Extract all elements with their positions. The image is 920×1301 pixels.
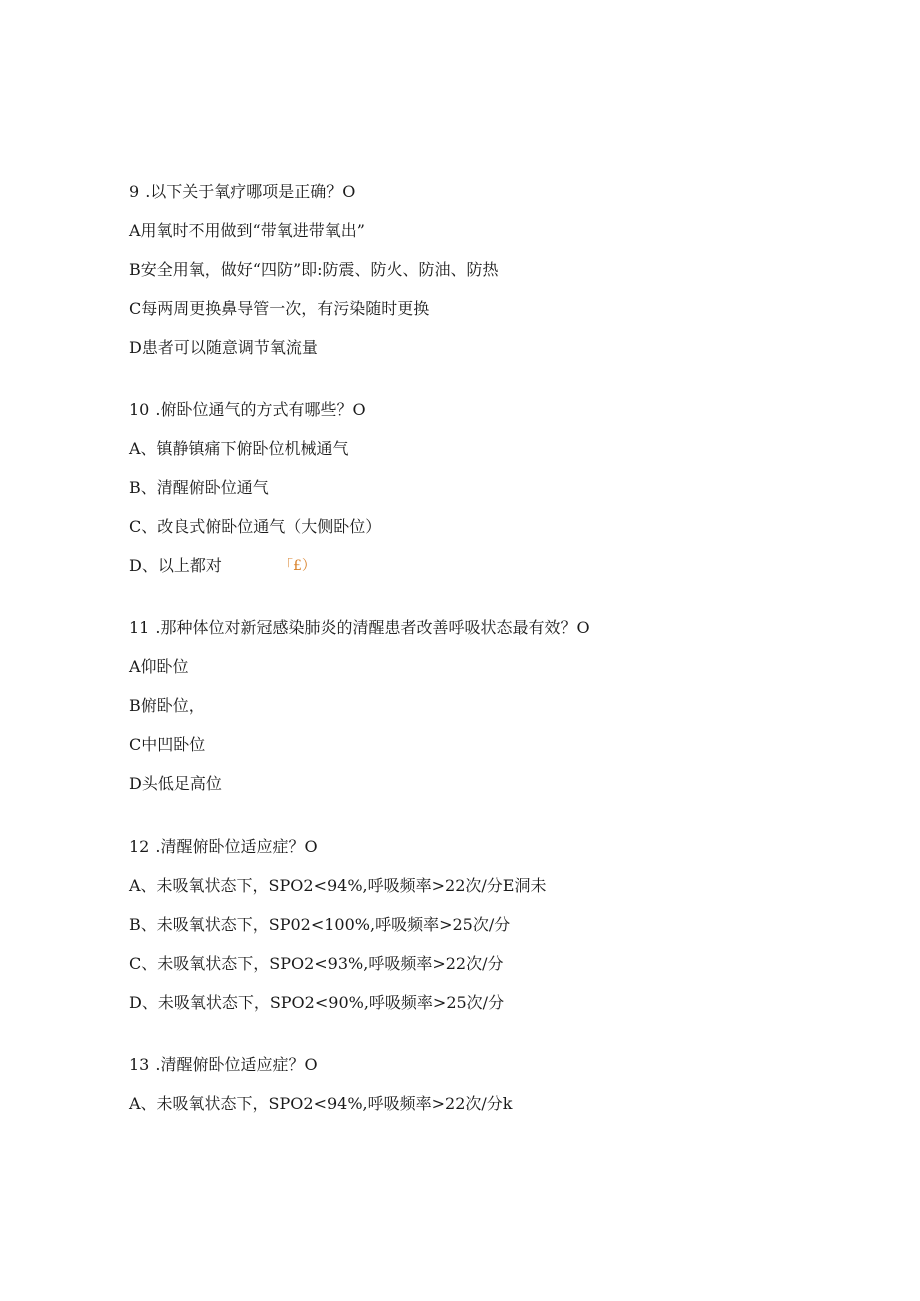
question-13-option-a: A、未吸氧状态下，SPO2<94%,呼吸频率>22次/分k	[129, 1094, 513, 1113]
question-13-stem	[129, 1055, 318, 1075]
question-12-option-a: A、未吸氧状态下，SPO2<94%,呼吸频率>22次/分E洞未	[129, 876, 547, 895]
answer-annotation: 「£）	[279, 558, 316, 574]
question-9-option-a: A用氧时不用做到“带氧进带氧出”	[129, 221, 365, 240]
question-10-option-b: B、清醒俯卧位通气	[129, 478, 269, 497]
question-text: .清醒俯卧位适应症？O	[155, 1055, 318, 1074]
question-text: .清醒俯卧位适应症？O	[155, 837, 318, 856]
question-9-option-b: B安全用氧，做好“四防”即:防震、防火、防油、防热	[129, 260, 499, 279]
question-12-stem	[129, 837, 318, 857]
question-10-option-a: A、镇静镇痛下俯卧位机械通气	[129, 439, 349, 458]
question-text: .那种体位对新冠感染肺炎的清醒患者改善呼吸状态最有效？O	[155, 618, 590, 637]
question-10-stem	[129, 400, 366, 420]
question-text: .以下关于氧疗哪项是正确？O	[145, 182, 356, 201]
question-10-option-d	[129, 556, 529, 576]
question-11-option-c: C中凹卧位	[129, 735, 206, 754]
question-11-stem	[129, 618, 590, 638]
question-12-option-c: C、未吸氧状态下，SPO2<93%,呼吸频率>22次/分	[129, 954, 504, 973]
question-12-option-b: B、未吸氧状态下，SP02<100%,呼吸频率>25次/分	[129, 915, 511, 934]
question-9-stem	[129, 182, 355, 202]
question-number: 9	[129, 182, 140, 201]
question-number: 11	[129, 618, 150, 637]
question-12-option-d: D、未吸氧状态下，SPO2<90%,呼吸频率>25次/分	[129, 993, 505, 1012]
question-9-option-c: C每两周更换鼻导管一次，有污染随时更换	[129, 299, 430, 318]
question-text: .俯卧位通气的方式有哪些？O	[155, 400, 366, 419]
option-text: D、以上都对	[129, 556, 222, 575]
question-number: 10	[129, 400, 150, 419]
question-9-option-d: D患者可以随意调节氧流量	[129, 338, 318, 357]
question-number: 13	[129, 1055, 150, 1074]
question-number: 12	[129, 837, 150, 856]
question-11-option-d: D头低足高位	[129, 774, 222, 793]
question-11-option-b: B俯卧位，	[129, 696, 205, 715]
question-10-option-c: C、改良式俯卧位通气（大侧卧位）	[129, 517, 382, 536]
question-11-option-a: A仰卧位	[129, 657, 189, 676]
